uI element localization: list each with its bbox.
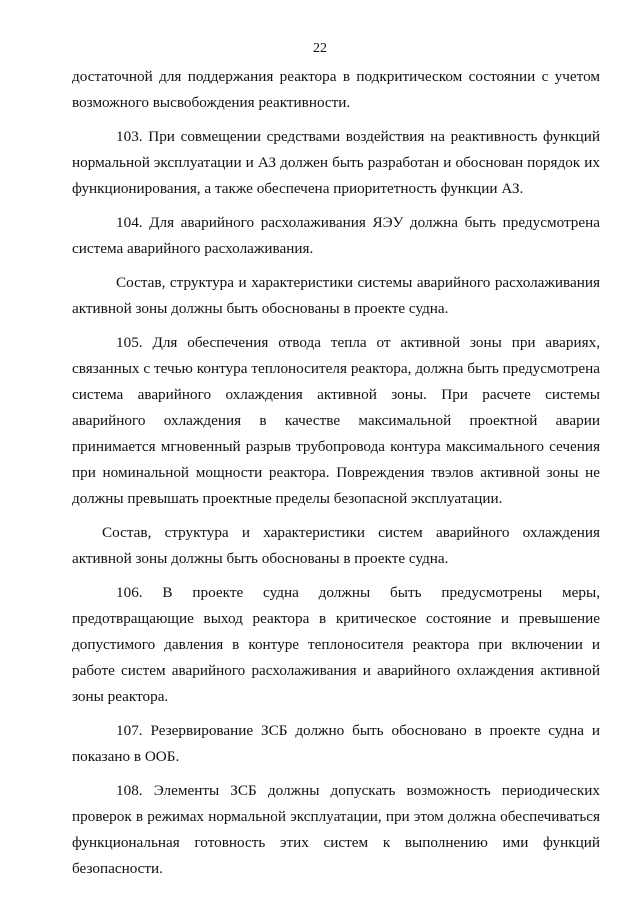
paragraph-105: 105. Для обеспечения отвода тепла от активной зоны при авариях, связанных с течью контура теплоносителя реактора, должна быть предусмотрена система аварийного охлаждения активной зоны. При расчете системы аварийного охлаждения в качестве максимальной проектной аварии принимается мгновенный разрыв трубопровода контура максимального сечения при номинальной мощности реактора. Повреждения твэлов активной зоны не должны превышать проектные пределы безопасной эксплуатации. bbox=[72, 334, 600, 507]
paragraph-103: 103. При совмещении средствами воздействия на реактивность функций нормальной эксплуатации и АЗ должен быть разработан и обоснован порядок их функционирования, а также обеспечена приоритетность функции АЗ. bbox=[72, 128, 600, 197]
paragraph-108: 108. Элементы ЗСБ должны допускать возможность периодических проверок в режимах нормальной эксплуатации, при этом должна обеспечиваться функциональная готовность этих систем к выполнению ими функций безопасности. bbox=[72, 782, 600, 877]
paragraph-104-composition: Состав, структура и характеристики системы аварийного расхолаживания активной зоны должны быть обоснованы в проекте судна. bbox=[72, 274, 600, 317]
document-body bbox=[72, 64, 600, 890]
paragraph-continuation: достаточной для поддержания реактора в подкритическом состоянии с учетом возможного высвобождения реактивности. bbox=[72, 68, 600, 111]
paragraph-105-composition: Состав, структура и характеристики систем аварийного охлаждения активной зоны должны быть обоснованы в проекте судна. bbox=[72, 524, 600, 567]
page-number: 22 bbox=[313, 41, 327, 56]
paragraph-106: 106. В проекте судна должны быть предусмотрены меры, предотвращающие выход реактора в критическое состояние и превышение допустимого давления в контуре теплоносителя реактора при включении и работе систем аварийного расхолаживания и аварийного охлаждения активной зоны реактора. bbox=[72, 584, 600, 705]
paragraph-107: 107. Резервирование ЗСБ должно быть обосновано в проекте судна и показано в ООБ. bbox=[72, 722, 600, 765]
paragraph-104: 104. Для аварийного расхолаживания ЯЭУ должна быть предусмотрена система аварийного расхолаживания. bbox=[72, 214, 600, 257]
